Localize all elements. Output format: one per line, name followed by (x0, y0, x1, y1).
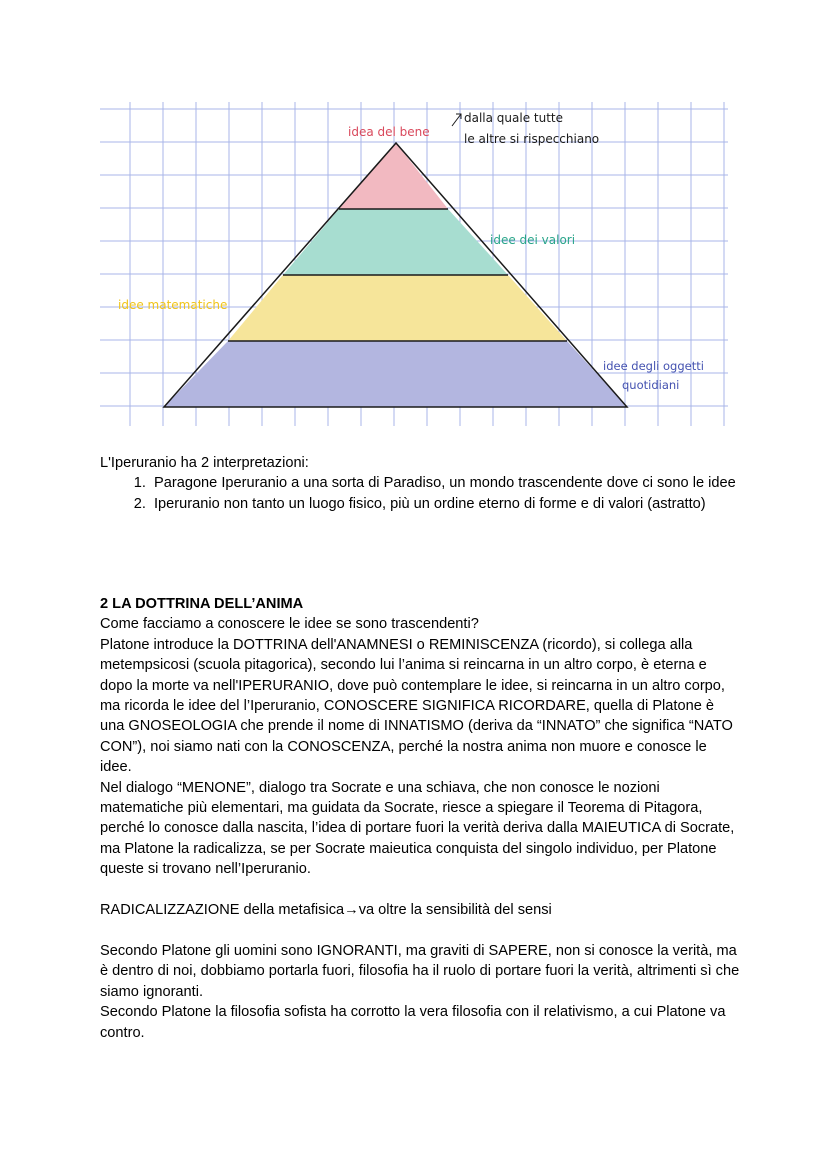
paragraph: Come facciamo a conoscere le idee se sono trascendenti? (100, 616, 479, 633)
paragraph: Platone introduce la DOTTRINA dell'ANAMNESI o REMINISCENZA (ricordo), si collega alla metempsicosi (scuola pitagorica), secondo lui l’anima si reincarna in un altro corpo, è eterna e dopo la morte va nell'IPERURANIO, dove può contemplare le idee, si reincarna in un altro corpo, ma ricorda le idee del l’Iperuranio, CONOSCERE SIGNIFICA RICORDARE, quella di Platone è una GNOSEOLOGIA che prende il nome di INNATISMO (deriva da “INNATO” che significa “NATO CON”), noi siamo nati con la CONOSCENZA, perché la nostra anima non muore e conosce le idee. (100, 636, 733, 776)
label-idea-del-bene: idea del bene (348, 125, 430, 139)
pyramid-level-second (283, 209, 508, 275)
label-idee-degli-oggetti: idee degli oggetti (603, 359, 704, 373)
pyramid-level-third (228, 275, 567, 341)
section-title: 2 LA DOTTRINA DELL’ANIMA (100, 596, 304, 612)
intro-line: L'Iperuranio ha 2 interpretazioni: (100, 455, 309, 471)
paragraph: Nel dialogo “MENONE”, dialogo tra Socrate e una schiava, che non conosce le nozioni matematiche più elementari, ma guidata da Socrate, riesce a spiegare il Teorema di Pitagora, perché lo conosce dalla nascita, l’idea di portare fuori la verità deriva dalla MAIEUTICA di Socrate, ma Platone la radicalizza, se per Socrate maieutica conquista del singolo individuo, per Platone queste si trovano nell’Iperuranio. (100, 779, 735, 878)
anima-section (100, 594, 740, 1043)
pyramid-diagram (0, 0, 828, 440)
pyramid-level-base (164, 341, 627, 407)
label-le-altre-si-rispecchiano: le altre si rispecchiano (464, 132, 600, 146)
paragraph: Secondo Platone la filosofia sofista ha corrotto la vera filosofia con il relativismo, a cui Platone va contro. (100, 1004, 726, 1041)
interpretazioni-list (100, 473, 740, 514)
list-item: 2. Iperuranio non tanto un luogo fisico, più un ordine eterno di forme e di valori (astratto) (150, 494, 740, 514)
paragraph: RADICALIZZAZIONE della metafisica→va oltre la sensibilità del sensi (100, 902, 552, 919)
list-item: 1. Paragone Iperuranio a una sorta di Paradiso, un mondo trascendente dove ci sono le idee (150, 473, 740, 493)
label-dalla-quale-tutte: dalla quale tutte (464, 111, 564, 125)
label-idee-matematiche: idee matematiche (118, 298, 228, 312)
interpretazioni-block (100, 453, 740, 514)
paragraph: Secondo Platone gli uomini sono IGNORANTI, ma graviti di SAPERE, non si conosce la verità, ma è dentro di noi, dobbiamo portarla fuori, filosofia ha il ruolo di portare fuori la verità, altrimenti sì che siamo ignoranti. (100, 942, 740, 1000)
label-idee-dei-valori: idee dei valori (490, 233, 576, 247)
label-quotidiani: quotidiani (622, 378, 680, 392)
pyramid-level-top (339, 143, 448, 209)
